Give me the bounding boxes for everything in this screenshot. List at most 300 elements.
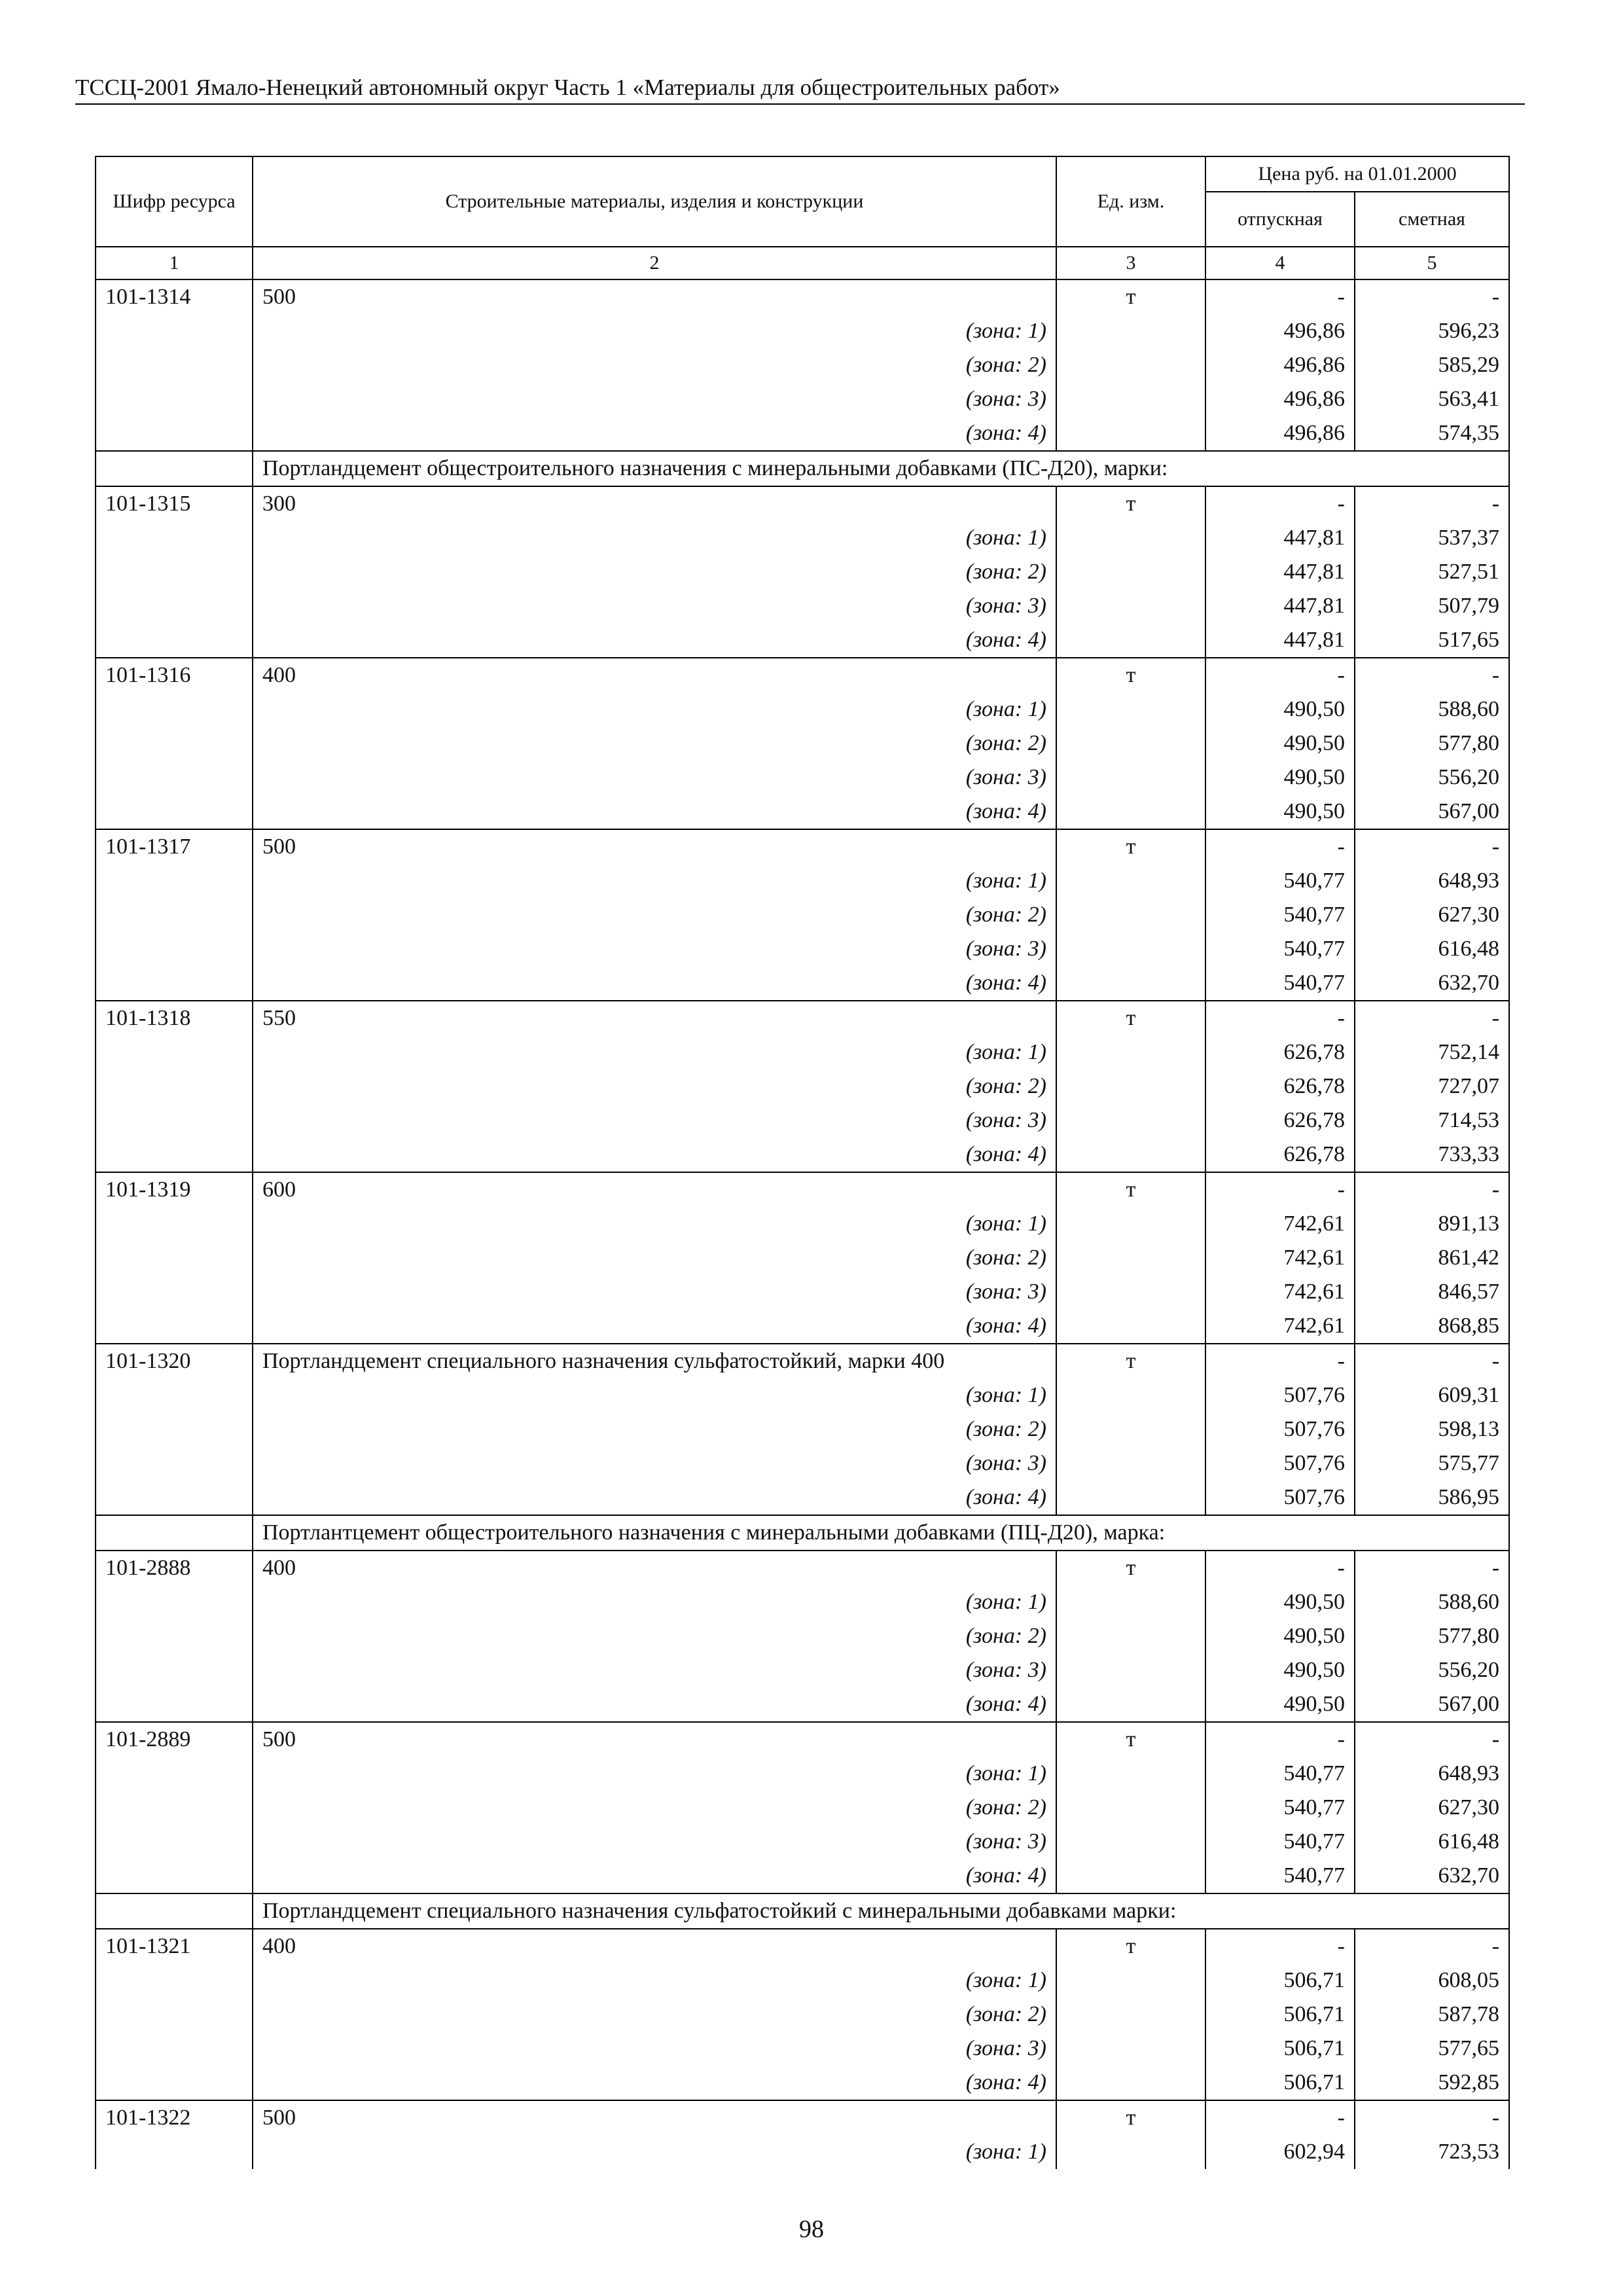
empty-cell (96, 1309, 253, 1344)
empty-cell (1056, 726, 1205, 761)
material-name: 400 (253, 658, 1056, 692)
release-price: 626,78 (1205, 1103, 1355, 1138)
zone-label: (зона: 1) (253, 1757, 1056, 1791)
table-row-zone (96, 1585, 1509, 1619)
release-price: 490,50 (1205, 1687, 1355, 1722)
estimate-price: 567,00 (1355, 1687, 1509, 1722)
table-row-zone (96, 1103, 1509, 1138)
zone-label: (зона: 3) (253, 1103, 1056, 1138)
table-row-zone (96, 314, 1509, 348)
material-name: 300 (253, 486, 1056, 521)
table-row-zone (96, 898, 1509, 932)
section-heading: Портлантцемент общестроительного назначения с минеральными добавками (ПЦ-Д20), марка: (253, 1515, 1509, 1551)
table-row-zone (96, 966, 1509, 1001)
empty-cell (1056, 1241, 1205, 1275)
estimate-price: 577,80 (1355, 1619, 1509, 1653)
table-row-zone (96, 2066, 1509, 2100)
material-name: 400 (253, 1929, 1056, 1964)
zone-label: (зона: 1) (253, 1585, 1056, 1619)
empty-cell (96, 2032, 253, 2066)
release-price: 490,50 (1205, 692, 1355, 726)
empty-cell (1056, 1035, 1205, 1069)
estimate-price: 588,60 (1355, 692, 1509, 726)
resource-code: 101-2888 (96, 1551, 253, 1585)
estimate-price: - (1355, 1001, 1509, 1035)
release-price: - (1205, 1344, 1355, 1378)
table-row-item (96, 279, 1509, 314)
empty-cell (96, 1791, 253, 1825)
empty-cell (96, 1069, 253, 1103)
empty-cell (1056, 1964, 1205, 1998)
table-row-zone (96, 348, 1509, 382)
empty-cell (1056, 1585, 1205, 1619)
unit-cell: т (1056, 658, 1205, 692)
table-row-zone (96, 692, 1509, 726)
zone-label: (зона: 4) (253, 1138, 1056, 1172)
release-price: - (1205, 1001, 1355, 1035)
release-price: 447,81 (1205, 521, 1355, 555)
estimate-price: 632,70 (1355, 966, 1509, 1001)
empty-cell (1056, 1069, 1205, 1103)
table-row-item (96, 1172, 1509, 1207)
unit-cell: т (1056, 279, 1205, 314)
zone-label: (зона: 1) (253, 1035, 1056, 1069)
empty-cell (1056, 1859, 1205, 1893)
material-name: 500 (253, 829, 1056, 864)
release-price: - (1205, 1722, 1355, 1757)
empty-cell (96, 1619, 253, 1653)
table-row-item (96, 1001, 1509, 1035)
release-price: 602,94 (1205, 2135, 1355, 2169)
zone-label: (зона: 3) (253, 1825, 1056, 1859)
zone-label: (зона: 4) (253, 1687, 1056, 1722)
header-price-group: Цена руб. на 01.01.2000 (1205, 156, 1509, 192)
unit-cell: т (1056, 1551, 1205, 1585)
empty-cell (96, 1825, 253, 1859)
zone-label: (зона: 2) (253, 726, 1056, 761)
estimate-price: - (1355, 1929, 1509, 1964)
table-row-item (96, 1722, 1509, 1757)
section-heading: Портландцемент специального назначения сульфатостойкий с минеральными добавками марки: (253, 1893, 1509, 1929)
release-price: 496,86 (1205, 348, 1355, 382)
unit-cell: т (1056, 1929, 1205, 1964)
zone-label: (зона: 1) (253, 1378, 1056, 1412)
table-row-zone (96, 623, 1509, 658)
empty-cell (96, 1480, 253, 1515)
empty-cell (1056, 898, 1205, 932)
table-row-zone (96, 1275, 1509, 1309)
zone-label: (зона: 2) (253, 1241, 1056, 1275)
estimate-price: - (1355, 486, 1509, 521)
material-name: Портландцемент специального назначения сульфатостойкий, марки 400 (253, 1344, 1056, 1378)
estimate-price: 567,00 (1355, 795, 1509, 829)
estimate-price: - (1355, 1344, 1509, 1378)
empty-cell (1056, 348, 1205, 382)
zone-label: (зона: 3) (253, 1446, 1056, 1480)
resource-code: 101-1316 (96, 658, 253, 692)
release-price: 506,71 (1205, 2032, 1355, 2066)
document-header: ТССЦ-2001 Ямало-Ненецкий автономный округ Часть 1 «Материалы для общестроительных работ» (75, 73, 1525, 105)
empty-cell (1056, 589, 1205, 623)
estimate-price: 577,65 (1355, 2032, 1509, 2066)
release-price: 506,71 (1205, 2066, 1355, 2100)
empty-cell (1056, 795, 1205, 829)
empty-cell (1056, 1138, 1205, 1172)
empty-cell (1056, 1412, 1205, 1446)
empty-cell (96, 1893, 253, 1929)
empty-cell (1056, 1378, 1205, 1412)
empty-cell (1056, 1619, 1205, 1653)
header-number-4: 4 (1205, 247, 1355, 279)
release-price: 490,50 (1205, 795, 1355, 829)
release-price: - (1205, 1929, 1355, 1964)
table-row-zone (96, 1791, 1509, 1825)
table-row-zone (96, 1035, 1509, 1069)
empty-cell (96, 1207, 253, 1241)
empty-cell (96, 898, 253, 932)
release-price: 742,61 (1205, 1207, 1355, 1241)
table-row-zone (96, 1446, 1509, 1480)
estimate-price: 588,60 (1355, 1585, 1509, 1619)
release-price: 742,61 (1205, 1241, 1355, 1275)
resource-code: 101-1317 (96, 829, 253, 864)
estimate-price: 556,20 (1355, 761, 1509, 795)
estimate-price: - (1355, 658, 1509, 692)
table-row-zone (96, 795, 1509, 829)
table-row-zone (96, 1859, 1509, 1893)
empty-cell (96, 1998, 253, 2032)
empty-cell (1056, 1309, 1205, 1344)
resource-code: 101-1320 (96, 1344, 253, 1378)
zone-label: (зона: 2) (253, 1619, 1056, 1653)
release-price: 490,50 (1205, 1585, 1355, 1619)
estimate-price: 616,48 (1355, 932, 1509, 966)
table-row-zone (96, 1998, 1509, 2032)
estimate-price: 868,85 (1355, 1309, 1509, 1344)
empty-cell (1056, 1103, 1205, 1138)
table-row-zone (96, 1653, 1509, 1687)
estimate-price: 627,30 (1355, 898, 1509, 932)
zone-label: (зона: 2) (253, 1998, 1056, 2032)
zone-label: (зона: 3) (253, 761, 1056, 795)
estimate-price: 563,41 (1355, 382, 1509, 416)
release-price: 507,76 (1205, 1446, 1355, 1480)
estimate-price: - (1355, 1722, 1509, 1757)
zone-label: (зона: 1) (253, 1207, 1056, 1241)
empty-cell (96, 1446, 253, 1480)
resource-code: 101-1315 (96, 486, 253, 521)
empty-cell (1056, 864, 1205, 898)
estimate-price: 616,48 (1355, 1825, 1509, 1859)
material-name: 500 (253, 1722, 1056, 1757)
empty-cell (96, 1964, 253, 1998)
table-row-zone (96, 382, 1509, 416)
price-table (95, 156, 1510, 2169)
empty-cell (1056, 382, 1205, 416)
table-row-zone (96, 726, 1509, 761)
table-row-zone (96, 416, 1509, 451)
table-row-item (96, 1929, 1509, 1964)
table-row-item (96, 486, 1509, 521)
release-price: 540,77 (1205, 1791, 1355, 1825)
table-header (96, 156, 1509, 279)
release-price: 490,50 (1205, 761, 1355, 795)
empty-cell (1056, 1825, 1205, 1859)
empty-cell (96, 1515, 253, 1551)
empty-cell (96, 1653, 253, 1687)
table-row-zone (96, 555, 1509, 589)
section-heading: Портландцемент общестроительного назначения с минеральными добавками (ПС-Д20), марки: (253, 451, 1509, 486)
material-name: 500 (253, 279, 1056, 314)
empty-cell (96, 1859, 253, 1893)
zone-label: (зона: 4) (253, 1859, 1056, 1893)
table-row-zone (96, 932, 1509, 966)
release-price: 540,77 (1205, 1825, 1355, 1859)
estimate-price: - (1355, 1551, 1509, 1585)
release-price: 506,71 (1205, 1998, 1355, 2032)
table-row-item (96, 2100, 1509, 2135)
estimate-price: 507,79 (1355, 589, 1509, 623)
table-row-zone (96, 521, 1509, 555)
table-row-zone (96, 1619, 1509, 1653)
release-price: 507,76 (1205, 1412, 1355, 1446)
unit-cell: т (1056, 2100, 1205, 2135)
release-price: 496,86 (1205, 416, 1355, 451)
estimate-price: 577,80 (1355, 726, 1509, 761)
release-price: 447,81 (1205, 589, 1355, 623)
table-row-zone (96, 1825, 1509, 1859)
table-row-zone (96, 1964, 1509, 1998)
empty-cell (1056, 2032, 1205, 2066)
resource-code: 101-1318 (96, 1001, 253, 1035)
table-row-zone (96, 1207, 1509, 1241)
estimate-price: 632,70 (1355, 1859, 1509, 1893)
release-price: 447,81 (1205, 555, 1355, 589)
release-price: - (1205, 2100, 1355, 2135)
zone-label: (зона: 3) (253, 2032, 1056, 2066)
empty-cell (96, 416, 253, 451)
release-price: 447,81 (1205, 623, 1355, 658)
empty-cell (96, 1412, 253, 1446)
release-price: 540,77 (1205, 966, 1355, 1001)
release-price: 540,77 (1205, 1859, 1355, 1893)
header-number-3: 3 (1056, 247, 1205, 279)
estimate-price: 733,33 (1355, 1138, 1509, 1172)
zone-label: (зона: 4) (253, 795, 1056, 829)
estimate-price: 648,93 (1355, 1757, 1509, 1791)
material-name: 550 (253, 1001, 1056, 1035)
zone-label: (зона: 1) (253, 521, 1056, 555)
estimate-price: 587,78 (1355, 1998, 1509, 2032)
material-name: 400 (253, 1551, 1056, 1585)
header-number-5: 5 (1355, 247, 1509, 279)
estimate-price: - (1355, 1172, 1509, 1207)
empty-cell (96, 1378, 253, 1412)
header-release: отпускная (1205, 192, 1355, 247)
empty-cell (96, 623, 253, 658)
release-price: 496,86 (1205, 314, 1355, 348)
release-price: 742,61 (1205, 1275, 1355, 1309)
empty-cell (96, 795, 253, 829)
header-name: Строительные материалы, изделия и конструкции (253, 156, 1056, 247)
unit-cell: т (1056, 1722, 1205, 1757)
release-price: 540,77 (1205, 864, 1355, 898)
table-row-zone (96, 2135, 1509, 2169)
table-row-zone (96, 2032, 1509, 2066)
resource-code: 101-1319 (96, 1172, 253, 1207)
estimate-price: 598,13 (1355, 1412, 1509, 1446)
estimate-price: 891,13 (1355, 1207, 1509, 1241)
zone-label: (зона: 1) (253, 692, 1056, 726)
empty-cell (1056, 1446, 1205, 1480)
header-estimate: сметная (1355, 192, 1509, 247)
release-price: 742,61 (1205, 1309, 1355, 1344)
release-price: 507,76 (1205, 1480, 1355, 1515)
release-price: - (1205, 486, 1355, 521)
unit-cell: т (1056, 1344, 1205, 1378)
table-row-item (96, 658, 1509, 692)
estimate-price: 596,23 (1355, 314, 1509, 348)
estimate-price: 586,95 (1355, 1480, 1509, 1515)
empty-cell (96, 1275, 253, 1309)
empty-cell (1056, 1275, 1205, 1309)
estimate-price: 537,37 (1355, 521, 1509, 555)
empty-cell (96, 382, 253, 416)
estimate-price: 752,14 (1355, 1035, 1509, 1069)
zone-label: (зона: 2) (253, 348, 1056, 382)
zone-label: (зона: 4) (253, 1309, 1056, 1344)
table-row-item (96, 1344, 1509, 1378)
release-price: - (1205, 658, 1355, 692)
table-row-zone (96, 1412, 1509, 1446)
release-price: 490,50 (1205, 1653, 1355, 1687)
header-code: Шифр ресурса (96, 156, 253, 247)
empty-cell (96, 1035, 253, 1069)
resource-code: 101-1314 (96, 279, 253, 314)
zone-label: (зона: 2) (253, 1412, 1056, 1446)
estimate-price: 648,93 (1355, 864, 1509, 898)
empty-cell (96, 2066, 253, 2100)
empty-cell (96, 864, 253, 898)
empty-cell (1056, 1653, 1205, 1687)
zone-label: (зона: 4) (253, 623, 1056, 658)
zone-label: (зона: 3) (253, 932, 1056, 966)
table-row-zone (96, 589, 1509, 623)
zone-label: (зона: 4) (253, 1480, 1056, 1515)
empty-cell (1056, 1757, 1205, 1791)
table-row-zone (96, 1241, 1509, 1275)
estimate-price: 517,65 (1355, 623, 1509, 658)
zone-label: (зона: 2) (253, 1791, 1056, 1825)
estimate-price: - (1355, 2100, 1509, 2135)
release-price: 626,78 (1205, 1069, 1355, 1103)
unit-cell: т (1056, 1001, 1205, 1035)
release-price: - (1205, 829, 1355, 864)
empty-cell (96, 932, 253, 966)
zone-label: (зона: 3) (253, 382, 1056, 416)
table-row-zone (96, 1687, 1509, 1722)
empty-cell (1056, 761, 1205, 795)
table-row-item (96, 829, 1509, 864)
empty-cell (1056, 555, 1205, 589)
release-price: 626,78 (1205, 1138, 1355, 1172)
release-price: 506,71 (1205, 1964, 1355, 1998)
release-price: - (1205, 1551, 1355, 1585)
empty-cell (1056, 416, 1205, 451)
table-row-zone (96, 1757, 1509, 1791)
empty-cell (1056, 692, 1205, 726)
estimate-price: 861,42 (1355, 1241, 1509, 1275)
table-row-zone (96, 1480, 1509, 1515)
estimate-price: - (1355, 829, 1509, 864)
unit-cell: т (1056, 829, 1205, 864)
empty-cell (96, 555, 253, 589)
release-price: - (1205, 279, 1355, 314)
empty-cell (96, 1757, 253, 1791)
release-price: 540,77 (1205, 1757, 1355, 1791)
table-row-zone (96, 1309, 1509, 1344)
material-name: 500 (253, 2100, 1056, 2135)
table-row-zone (96, 1069, 1509, 1103)
empty-cell (96, 589, 253, 623)
release-price: 496,86 (1205, 382, 1355, 416)
estimate-price: 723,53 (1355, 2135, 1509, 2169)
table-row-item (96, 1551, 1509, 1585)
unit-cell: т (1056, 486, 1205, 521)
empty-cell (1056, 2066, 1205, 2100)
zone-label: (зона: 3) (253, 589, 1056, 623)
table-row-zone (96, 864, 1509, 898)
release-price: 490,50 (1205, 726, 1355, 761)
empty-cell (1056, 521, 1205, 555)
estimate-price: 585,29 (1355, 348, 1509, 382)
resource-code: 101-1322 (96, 2100, 253, 2135)
material-name: 600 (253, 1172, 1056, 1207)
zone-label: (зона: 1) (253, 1964, 1056, 1998)
estimate-price: 727,07 (1355, 1069, 1509, 1103)
estimate-price: 608,05 (1355, 1964, 1509, 1998)
table-row-zone (96, 1138, 1509, 1172)
table-row-section (96, 1893, 1509, 1929)
table-row-zone (96, 761, 1509, 795)
empty-cell (1056, 1998, 1205, 2032)
table-body (96, 279, 1509, 2169)
empty-cell (1056, 314, 1205, 348)
release-price: 490,50 (1205, 1619, 1355, 1653)
estimate-price: 556,20 (1355, 1653, 1509, 1687)
estimate-price: 609,31 (1355, 1378, 1509, 1412)
empty-cell (1056, 1207, 1205, 1241)
estimate-price: 575,77 (1355, 1446, 1509, 1480)
empty-cell (96, 1103, 253, 1138)
release-price: 507,76 (1205, 1378, 1355, 1412)
release-price: 626,78 (1205, 1035, 1355, 1069)
empty-cell (96, 1585, 253, 1619)
empty-cell (1056, 623, 1205, 658)
zone-label: (зона: 4) (253, 416, 1056, 451)
zone-label: (зона: 3) (253, 1275, 1056, 1309)
estimate-price: 627,30 (1355, 1791, 1509, 1825)
empty-cell (1056, 2135, 1205, 2169)
zone-label: (зона: 1) (253, 314, 1056, 348)
empty-cell (1056, 966, 1205, 1001)
header-number-2: 2 (253, 247, 1056, 279)
empty-cell (96, 348, 253, 382)
empty-cell (96, 521, 253, 555)
header-unit: Ед. изм. (1056, 156, 1205, 247)
estimate-price: 846,57 (1355, 1275, 1509, 1309)
unit-cell: т (1056, 1172, 1205, 1207)
